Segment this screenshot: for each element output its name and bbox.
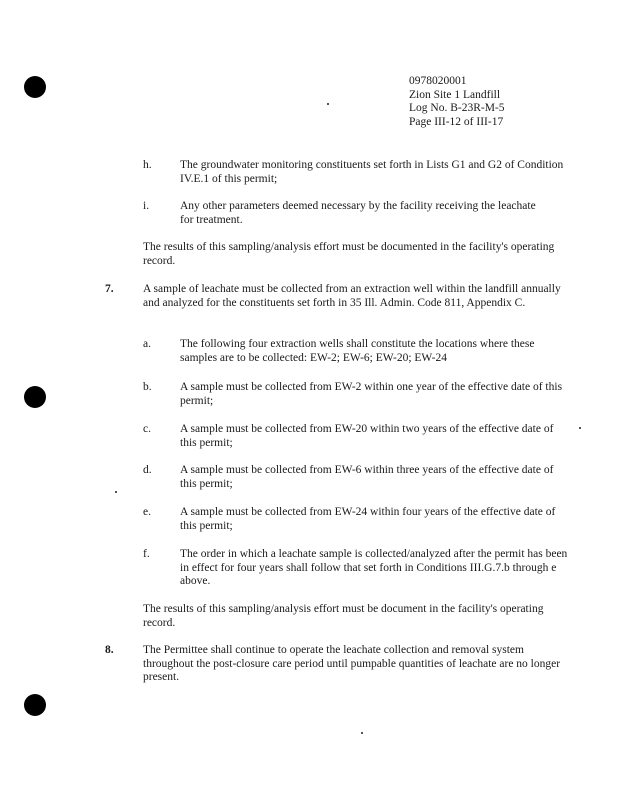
item-text-h: The groundwater monitoring constituents set forth in Lists G1 and G2 of Condition IV.E.1 of this permit; — [180, 159, 564, 185]
item-text-b: A sample must be collected from EW-2 within one year of the effective date of this permit; — [180, 381, 563, 407]
item-letter-h: h. — [143, 159, 152, 171]
scan-speck — [115, 491, 117, 493]
binder-hole-top — [24, 76, 46, 98]
item-text-e: A sample must be collected from EW-24 within four years of the effective date of this permit; — [180, 506, 556, 532]
item-text-c: A sample must be collected from EW-20 within two years of the effective date of this permit; — [180, 423, 554, 449]
page-reference: Page III-12 of III-17 — [409, 115, 504, 128]
condition-text-8: The Permittee shall continue to operate the leachate collection and removal system throughout the post-closure care period until pumpable quantities of leachate are no longer present. — [143, 644, 561, 683]
item-text-a: The following four extraction wells shall constitute the locations where these samples are to be collected: EW-2; EW-6; EW-20; EW-24 — [180, 338, 535, 364]
item-letter-i: i. — [143, 200, 150, 212]
item-letter-c: c. — [143, 423, 151, 435]
item-letter-b: b. — [143, 381, 152, 393]
results-note-2: The results of this sampling/analysis effort must be document in the facility's operating record. — [143, 603, 544, 629]
condition-number-8: 8. — [105, 644, 114, 656]
item-letter-f: f. — [143, 548, 150, 560]
condition-number-7: 7. — [105, 283, 114, 295]
item-text-i: Any other parameters deemed necessary by the facility receiving the leachate for treatment. — [180, 200, 536, 226]
document-header — [409, 75, 505, 129]
item-letter-a: a. — [143, 338, 151, 350]
item-letter-d: d. — [143, 464, 152, 476]
scan-speck — [579, 427, 581, 429]
binder-hole-middle — [24, 386, 46, 408]
doc-number: 0978020001 — [409, 75, 467, 87]
item-text-f: The order in which a leachate sample is collected/analyzed after the permit has been in effect for four years shall follow that set forth in Conditions III.G.7.b through e above. — [180, 548, 568, 587]
item-text-d: A sample must be collected from EW-6 within three years of the effective date of this permit; — [180, 464, 554, 490]
scan-speck — [361, 732, 363, 734]
scan-speck — [327, 103, 329, 105]
item-letter-e: e. — [143, 506, 151, 518]
log-number: Log No. B-23R-M-5 — [409, 102, 505, 114]
site-name: Zion Site 1 Landfill — [409, 88, 501, 101]
condition-text-7: A sample of leachate must be collected from an extraction well within the landfill annually and analyzed for the constituents set forth in 35 Ill. Admin. Code 811, Appendix C. — [143, 283, 561, 309]
results-note-1: The results of this sampling/analysis effort must be documented in the facility's operating record. — [143, 241, 555, 267]
binder-hole-bottom — [24, 694, 46, 716]
